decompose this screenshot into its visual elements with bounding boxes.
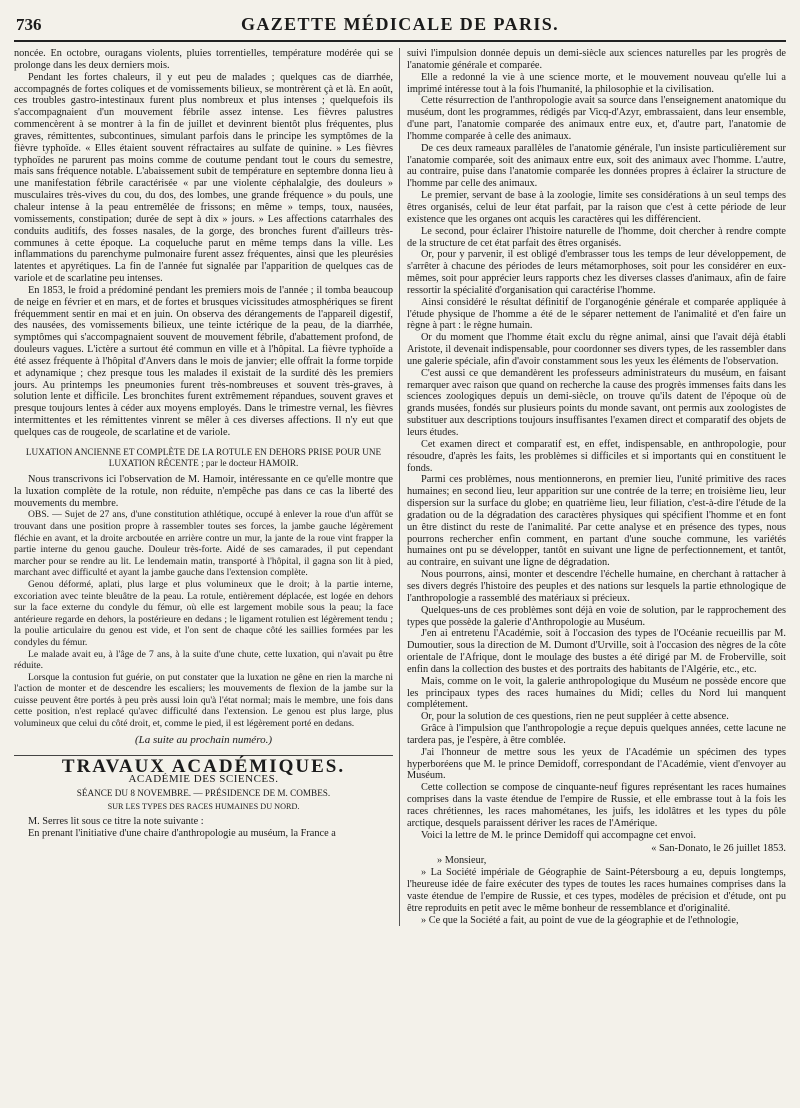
paragraph: Cette collection se compose de cinquante-neuf figures représentant les races humaines comprises dans la vaste étendue de l'empire de Russie, et elle embrasse tout à la fois les races chrétiennes, les races mahométanes, les juifs, les idolâtres et les types du pôle arctique, desquels paraissent dériver les races de l'Amérique. <box>407 782 786 829</box>
paragraph: Le second, pour éclairer l'histoire naturelle de l'homme, doit chercher à rendre compte de la structure de cet état parfait des êtres organisés. <box>407 225 786 249</box>
paragraph: Or du moment que l'homme était exclu du règne animal, ainsi que l'avait déjà établi Aristote, il devenait indispensable, pour coordonner ses divers types, de les rassembler dans une galerie spéciale, afin d'avoir constamment sous les yeux les éléments de l'observation. <box>407 332 786 367</box>
paragraph: Or, pour la solution de ces questions, rien ne peut suppléer à cette absence. <box>421 711 729 723</box>
paragraph: suivi l'impulsion donnée depuis un demi-siècle aux sciences naturelles par les progrès de l'anatomie générale et comparée. <box>407 48 786 71</box>
letter-date: « San-Donato, le 26 juillet 1853. <box>651 842 786 854</box>
observation-paragraph: OBS. — Sujet de 27 ans, d'une constitution athlétique, occupé à enlever la roue d'un affût se trouvant dans une position propre à rassembler toutes ses forces, la jambe gauche légèrement fléchie en avant, et la droite arcboutée en arrière contre un mur, la jante de la roue vint frapper la partie interne du genou gauche. Douleur très-forte. Aidé de ses camarades, il put cependant marcher pour se rendre au lit. Le lendemain matin, transporté à l'hôpital, il gagna son lit à pied, marchant avec difficulté et ayant la jambe gauche dans l'extension complète. <box>14 509 393 579</box>
observation-paragraph: Lorsque la contusion fut guérie, on put constater que la luxation ne gêne en rien la marche ni l'action de monter et de descendre les escaliers; les mouvements de flexion de la jambe sur la cuisse peuvent être portés à peu près aussi loin qu'à l'état normal; mais le membre, une fois dans cette position, n'est replacé qu'avec difficulté dans l'extension. Le genou est plus large, plus volumineux que celui du côté droit, et, comme le pied, il est légèrement porté en dedans. <box>14 671 393 730</box>
paragraph: Ainsi considéré le résultat définitif de l'organogénie générale et comparée appliquée à l'étude physique de l'homme a été de le séparer nettement de l'animalité et d'en faire un règne à part : le règne humain. <box>407 296 786 332</box>
observation-paragraph: Le malade avait eu, à l'âge de 7 ans, à la suite d'une chute, cette luxation, qui n'avait pu être réduite. <box>14 648 393 672</box>
paragraph: Quelques-uns de ces problèmes sont déjà en voie de solution, par le rapprochement des types que possède la galerie d'Anthropologie au Muséum. <box>407 604 786 628</box>
observation-paragraph: Genou déformé, aplati, plus large et plus volumineux que le droit; à la partie interne, excoriation avec teinte bleuâtre de la peau. La rotule, entièrement déplacée, est logée en dehors sur la face externe du condyle du fémur, où elle est largement mobile sous la peau; la face antérieure regarde en dehors, la postérieure en dedans ; le ligament rotulien est légèrement tendu ; la poulie articulaire du genou est vide, et l'on sent de chaque côté les saillies formées par les condyles du fémur. <box>14 578 393 648</box>
subject-heading: SUR LES TYPES DES RACES HUMAINES DU NORD. <box>107 802 300 812</box>
paragraph: Parmi ces problèmes, nous mentionnerons, en premier lieu, l'unité primitive des races humaines; en second lieu, leur apparition sur une contrée de la terre; en troisième lieu, leur dispersion sur la surface du globe; en quatrième lieu, leur filiation, c'est-à-dire l'étude de la gradation ou de la dégradation des caractères physiques qui spécifient l'homme et en font un être distinct du reste de l'animalité. Par cette analyse et en présence des types, nous pourrons rechercher enfin comment, en partant d'une souche commune, les variétés humaines ont pu se développer, tantôt en suivant une ligne de perfectionnement, et tantôt, au contraire, en suivant une ligne de dégradation. <box>407 474 786 569</box>
paragraph: Grâce à l'impulsion que l'anthropologie a reçue depuis quelques années, cette lacune ne tardera pas, je l'espère, à être comblée. <box>407 723 786 746</box>
paragraph: Or, pour y parvenir, il est obligé d'embrasser tous les temps de leur développement, de s'arrêter à chacune des périodes de leurs métamorphoses, soit pour les considérer en eux-mêmes, soit pour apprécier leurs rapports chez les diverses classes d'animaux, afin de faire ressortir la spécialité d'organisation qui caractérise l'homme. <box>407 249 786 296</box>
section-title: LUXATION ANCIENNE ET COMPLÈTE DE LA ROTULE EN DEHORS PRISE POUR UNE LUXATION RÉCENTE ; par le docteur HAMOIR. <box>25 446 382 468</box>
paragraph: J'en ai entretenu l'Académie, soit à l'occasion des types de l'Océanie recueillis par M. Dumoutier, sous la direction de M. Dumont d'Urville, soit à l'occasion des nègres de la côte orientale de l'Afrique, dont le moulage des bustes a été dirigé par M. de Froberville, soit enfin dans la collection des bustes et des portraits des habitants de l'Algérie, etc., etc. <box>407 628 786 675</box>
page-header <box>14 14 786 42</box>
paragraph: M. Serres lit sous ce titre la note suivante : <box>28 815 204 827</box>
paragraph: Cet examen direct et comparatif est, en effet, indispensable, en anthropologie, pour résoudre, d'après les faits, les problèmes si difficiles et si importants qui en constituent le fonds. <box>407 438 786 474</box>
paragraph: En 1853, le froid a prédominé pendant les premiers mois de l'année ; il tomba beaucoup de neige en février et en mars, et de fortes et brusques vicissitudes atmosphériques se firent fréquemment sentir en mai et en juin. On observa des dérangements de l'appareil digestif, des nausées, des vomissements bilieux, une teinte ictérique de la peau, de la diarrhée, symptômes qui s'accompagnaient souvent de mouvement fébrile, d'abattement profond, de douleurs vagues. L'ictère a surtout été commun en ville et à l'hôpital. La fièvre typhoïde a été assez fréquente à l'hôpital d'Anvers dans le mois de janvier; elle offrait la forme torpide et adynamique ; chez presque tous les malades il existait de la surdité dès les premiers jours. Au printemps les pneumonies furent très-nombreuses et souvent très-graves, à solution lente et difficile. Les bronchites furent extrêmement répandues, souvent graves et presque toujours lentes à céder aux moyens employés. Dans le trimestre vernal, les fièvres intermittentes et les rémittentes vinrent se mêler à ces diverses affections. Il n'y eut que quelques cas de rougeole, de scarlatine et de variole. <box>14 284 393 438</box>
paragraph: De ces deux rameaux parallèles de l'anatomie générale, l'un insiste particulièrement sur l'anatomie comparée, soit des animaux entre eux, soit des animaux avec l'homme. L'autre, au contraire, puise dans l'anatomie comparée les données propres à éclairer la structure de l'homme par celle des animaux. <box>407 142 786 190</box>
continued-note: (La suite au prochain numéro.) <box>135 733 272 746</box>
paragraph: noncée. En octobre, ouragans violents, pluies torrentielles, température modérée qui se prolonge dans les deux derniers mois. <box>14 48 393 71</box>
paragraph: Nous transcrivons ici l'observation de M. Hamoir, intéressante en ce qu'elle montre que la luxation complète de la rotule, non réduite, n'empêche pas dans ce cas la liberté des mouvements du membre. <box>14 473 393 509</box>
paragraph: Pendant les fortes chaleurs, il y eut peu de malades ; quelques cas de diarrhée, accompagnés de fortes coliques et de vomissements bilieux, se montrèrent çà et là. En août, ces troubles gastro-intestinaux furent plus nombreux et plus intenses ; quelquefois ils s'accompagnaient d'un mouvement fébrile assez intense. Les fièvres palustres commencèrent à se montrer à la fin de juillet et devinrent bientôt plus fréquentes, plus graves, rémittentes, subcontinues, simulant parfois dans le principe les symptômes de la fièvre typhoïde. « Elles étaient souvent réfractaires au sulfate de quinine. » Les fièvres typhoïdes ne parurent pas moins comme de coutume pendant tout le cours du semestre, mais sans fréquence notable. L'abaissement subit de température en septembre donna lieu à une manifestation fébrile caractérisée « par une violente céphalalgie, des douleurs » musculaires très-vives du cou, du dos, des lombes, une grande fréquence » du pouls, une chaleur intense à la peau entremêlée de frissons; en même » temps, toux, nausées, vomissements, constipation; durée de sept à dix » jours. » Les affections catarrhales des conduits auditifs, des fosses nasales, de la gorge, des bronches furent d'ailleurs très-communes à cette époque. La coqueluche parut en même temps dans la ville. Les inflammations du parenchyme pulmonaire furent assez fréquentes, ainsi que les pleurésies latentes et apyrétiques. La fin de l'année fut signalée par l'apparition de quelques cas de variole et de scarlatine peu intenses. <box>14 71 393 285</box>
paragraph: Elle a redonné la vie à une science morte, et le mouvement nouveau qu'elle lui a imprimé intéresse tout à la fois l'humanité, la philosophie et la civilisation. <box>407 71 786 95</box>
paragraph: En prenant l'initiative d'une chaire d'anthropologie au muséum, la France a <box>28 827 336 839</box>
page-number: 736 <box>16 15 42 34</box>
paragraph: » Ce que la Société a fait, au point de vue de la géographie et de l'ethnologie, <box>421 914 739 926</box>
academy-heading: ACADÉMIE DES SCIENCES. <box>128 773 279 786</box>
session-heading: SÉANCE DU 8 NOVEMBRE. — PRÉSIDENCE DE M. COMBES. <box>76 788 331 799</box>
paragraph: J'ai l'honneur de mettre sous les yeux de l'Académie un spécimen des types hyperboréens que M. le prince Demidoff, correspondant de l'Académie, vient d'envoyer au Muséum. <box>407 746 786 782</box>
paragraph: Mais, comme on le voit, la galerie anthropologique du Muséum ne possède encore que les principaux types des races humaines du Midi; celles du Nord lui manquent complétement. <box>407 675 786 711</box>
left-column <box>14 48 399 926</box>
columns <box>14 48 786 926</box>
right-column <box>399 48 786 926</box>
paragraph: Nous pourrons, ainsi, monter et descendre l'échelle humaine, en cherchant à rattacher à ses divers degrés l'histoire des peuples et des nations sur lesquels la partie ethnologique de l'anthropologie a rassemblé des matériaux si précieux. <box>407 569 786 604</box>
paragraph: C'est aussi ce que demandèrent les professeurs administrateurs du muséum, en faisant remarquer avec raison que quand on recherche la cause des progrès immenses faits dans les sciences zoologiques depuis un demi-siècle, on trouve qu'ils datent de l'époque où de grands musées, fondés sur plusieurs points du monde savant, ont permis aux zoologistes de substituer aux descriptions toujours insuffisantes l'examen direct et comparatif des objets de leurs études. <box>407 367 786 438</box>
paragraph: Cette résurrection de l'anthropologie avait sa source dans l'enseignement anatomique du muséum, dont les programmes, rédigés par Vicq-d'Azyr, embrassaient, dans leur ensemble, d'une part, l'anatomie comparée des animaux entre eux, et, d'autre part, l'anatomie de l'homme comparée à celle des animaux. <box>407 95 786 142</box>
paragraph: Voici la lettre de M. le prince Demidoff qui accompagne cet envoi. <box>421 829 696 841</box>
journal-title: GAZETTE MÉDICALE DE PARIS. <box>240 14 560 34</box>
paragraph: » La Société impériale de Géographie de Saint-Pétersbourg a eu, depuis longtemps, l'heureuse idée de faire exécuter des types de toutes les races humaines comprises dans la vaste étendue de l'empire de Russie, et ces types, modèles de précision et d'étude, ont pu être reproduits en petit avec le même bonheur de ressemblance et d'originalité. <box>407 867 786 914</box>
paragraph: Le premier, servant de base à la zoologie, limite ses considérations à un seul temps des êtres organisés, celui de leur état parfait, par la raison que c'est à cette période de leur existence que les organes ont acquis les caractères qui les différencient. <box>407 190 786 225</box>
letter-salutation: » Monsieur, <box>437 855 487 867</box>
section-heading: TRAVAUX ACADÉMIQUES. <box>14 755 393 773</box>
